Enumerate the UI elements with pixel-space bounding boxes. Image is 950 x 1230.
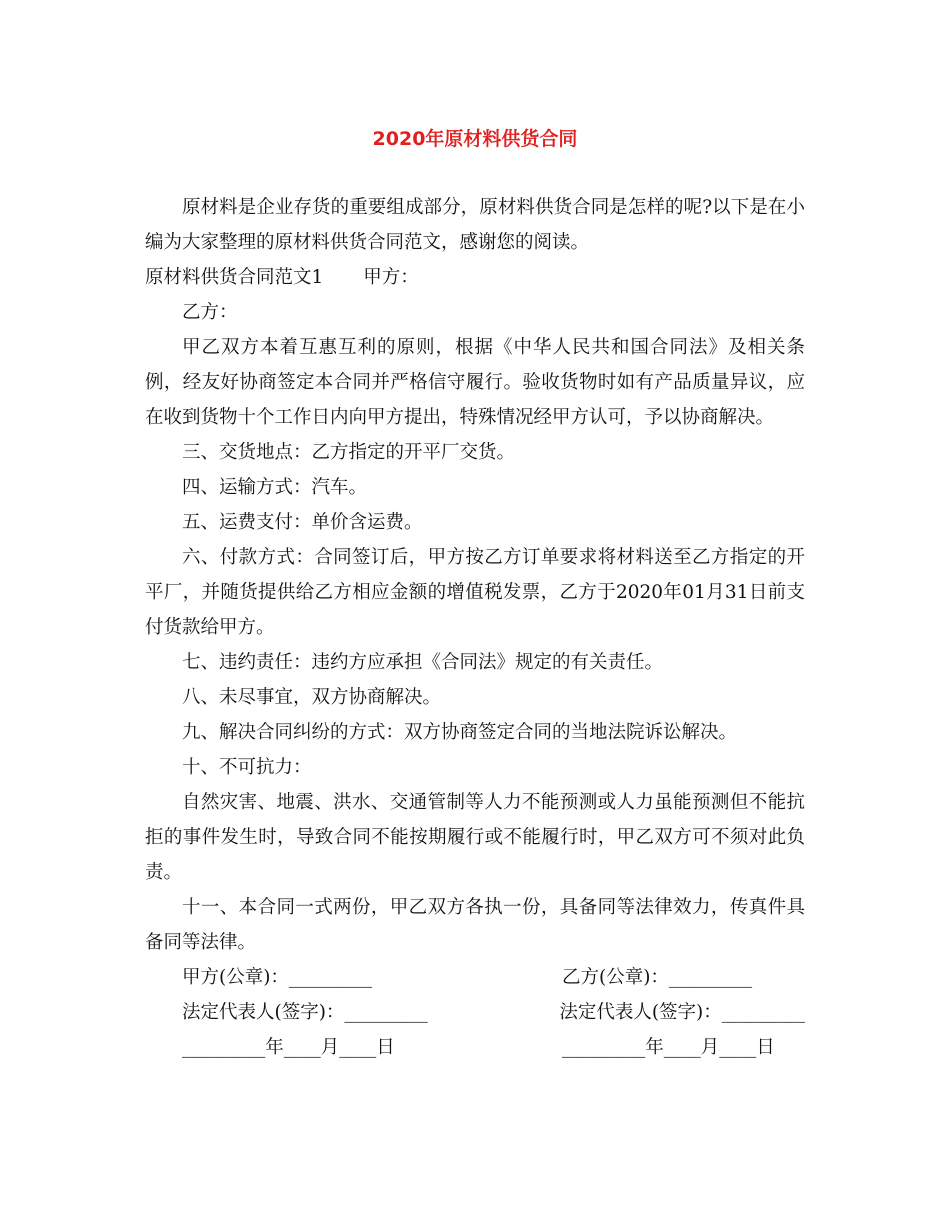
sample-heading: 原材料供货合同范文1 <box>145 267 324 288</box>
document-body <box>145 190 805 1065</box>
clause-principle: 甲乙双方本着互惠互利的原则，根据《中华人民共和国合同法》及相关条例，经友好协商签定本合同并严格信守履行。验收货物时如有产品质量异议，应在收到货物十个工作日内向甲方提出，特殊情况经甲方认可，予以协商解决。 <box>145 337 805 428</box>
party-a-date: _________年____月____日 <box>182 1037 395 1058</box>
clause-transport: 四、运输方式：汽车。 <box>182 477 368 498</box>
party-b-seal: 乙方(公章)：_________ <box>562 967 753 988</box>
clause-delivery-place: 三、交货地点：乙方指定的开平厂交货。 <box>182 442 516 463</box>
sample-heading-line <box>145 260 805 295</box>
clause-force-majeure-text: 自然灾害、地震、洪水、交通管制等人力不能预测或人力虽能预测但不能抗拒的事件发生时，导致合同不能按期履行或不能履行时，甲乙双方可不须对此负责。 <box>145 792 805 883</box>
signature-row-seal <box>145 960 805 995</box>
signature-row-date <box>145 1030 805 1065</box>
party-b-representative: 法定代表人(签字)：_________ <box>559 1002 805 1023</box>
signature-row-representative <box>145 995 805 1030</box>
clause-copies: 十一、本合同一式两份，甲乙双方各执一份，具备同等法律效力，传真件具备同等法律。 <box>145 897 805 953</box>
intro-paragraph: 原材料是企业存货的重要组成部分，原材料供货合同是怎样的呢?以下是在小编为大家整理的原材料供货合同范文，感谢您的阅读。 <box>145 197 805 253</box>
clause-freight: 五、运费支付：单价含运费。 <box>182 512 423 533</box>
clause-disputes: 九、解决合同纠纷的方式：双方协商签定合同的当地法院诉讼解决。 <box>182 722 738 743</box>
clause-payment: 六、付款方式：合同签订后，甲方按乙方订单要求将材料送至乙方指定的开平厂，并随货提供给乙方相应金额的增值税发票，乙方于2020年01月31日前支付货款给甲方。 <box>145 547 805 638</box>
party-b-label: 乙方： <box>182 302 238 323</box>
document-title: 2020年原材料供货合同 <box>372 128 578 150</box>
clause-force-majeure-title: 十、不可抗力： <box>182 757 312 778</box>
party-a-seal: 甲方(公章)：_________ <box>182 967 373 988</box>
party-a-label: 甲方： <box>363 267 419 288</box>
party-a-representative: 法定代表人(签字)：_________ <box>182 1002 428 1023</box>
clause-other-matters: 八、未尽事宜，双方协商解决。 <box>182 687 442 708</box>
party-b-date: _________年____月____日 <box>562 1037 775 1058</box>
clause-liability: 七、违约责任：违约方应承担《合同法》规定的有关责任。 <box>182 652 664 673</box>
